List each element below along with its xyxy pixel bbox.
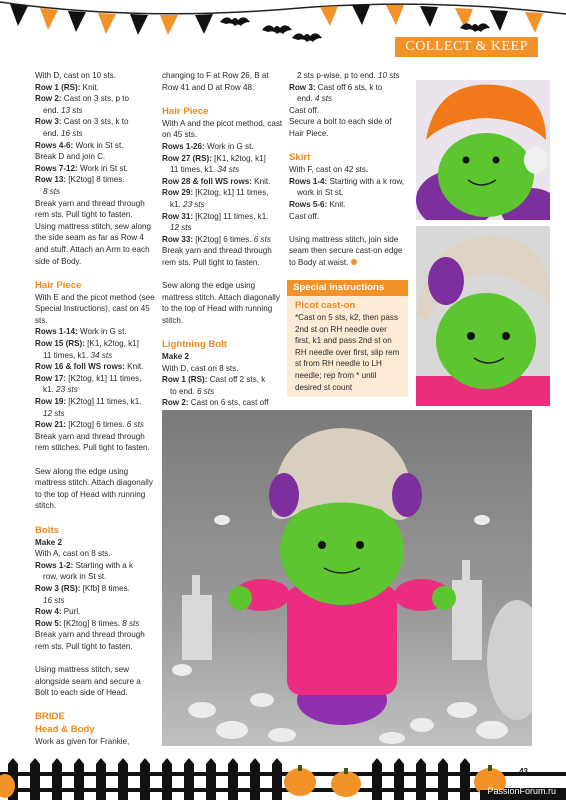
section-heading: Lightning Bolt — [162, 339, 228, 351]
text-paragraph: changing to F at Row 26, B at Row 41 and D at Row 48. — [162, 71, 269, 92]
stitch-count: 8 sts — [120, 618, 140, 628]
instruction-row — [35, 93, 155, 105]
row-label: Row 13: — [35, 175, 67, 185]
row-text: end. — [43, 128, 59, 138]
stitch-count: 23 sts — [180, 199, 205, 209]
row-label: Row 3: — [35, 117, 62, 127]
stitch-count: 6 sts — [124, 420, 144, 430]
instruction-row — [35, 606, 155, 618]
stitch-count: 16 sts — [43, 595, 65, 605]
make-count: Make 2 — [35, 537, 62, 547]
text-paragraph: Secure a bolt to each side of Hair Piece. — [289, 117, 392, 138]
row-text: Cast on 6 sts, cast off — [188, 398, 269, 408]
row-label: Row 1 (RS): — [162, 375, 208, 385]
row-label: Rows 1-26: — [162, 141, 205, 151]
row-text: [K2tog] 11 times, k1. — [193, 211, 269, 221]
instruction-row — [162, 374, 284, 386]
stitch-count: 6 sts — [251, 234, 271, 244]
row-text: Cast off 2 sts, k — [207, 375, 266, 385]
row-label: Rows 1-14: — [35, 327, 78, 337]
row-text: [K2tog] 8 times. — [61, 618, 121, 628]
stitch-count: 34 sts — [215, 165, 240, 175]
row-label: Row 29: — [162, 188, 194, 198]
row-label: Row 31: — [162, 211, 194, 221]
text-paragraph: Sew along the edge using mattress stitch. Attach diagonally to the top of Head with running stitch. — [35, 466, 153, 511]
row-text: Cast on 3 sts, p to — [61, 94, 130, 104]
instruction-row — [289, 70, 407, 82]
instruction-row — [35, 174, 155, 186]
instruction-row — [35, 361, 155, 373]
stitch-count: 8 sts — [43, 186, 61, 196]
row-text: Starting with a k row, — [327, 176, 405, 186]
row-label: Rows 5-6: — [289, 199, 328, 209]
row-text: [K1, k2tog, k1] — [84, 339, 139, 349]
instruction-row — [162, 234, 284, 246]
stitch-count: 10 sts — [375, 71, 400, 80]
section-subheading: Head & Body — [35, 724, 95, 736]
row-label: Row 2: — [35, 94, 62, 104]
text-line: With D, cast on 10 sts. — [35, 71, 116, 80]
instruction-row — [35, 116, 155, 128]
picot-instructions: *Cast on 5 sts, k2, then pass 2nd st on RH needle over first, k1 and pass 2nd st on RH needle over first, slip rem st from RH needle to LH needle; rep from * until desired st count — [287, 311, 408, 397]
row-text: Knit. — [80, 82, 99, 92]
text-paragraph — [289, 234, 407, 269]
text-line: Cast off. — [289, 211, 319, 221]
stitch-count: 6 sts — [194, 386, 215, 396]
row-text: end. — [297, 94, 313, 104]
text-paragraph: Break yarn and thread through rem stitches. Pull tight to fasten. — [35, 431, 150, 453]
instruction-row — [162, 176, 284, 188]
text-paragraph: Break yarn and thread through rem sts. Pull tight to fasten. — [35, 630, 145, 651]
row-text: [K2tog] 6 times. — [66, 420, 125, 430]
instruction-row — [35, 82, 155, 94]
text-paragraph: Using mattress stitch, sew alongside seam and secure a Bolt to each side of Head. — [35, 665, 141, 698]
row-text: Cast on 3 sts, k to — [61, 117, 129, 127]
row-text: [K2tog] 8 times. — [66, 175, 125, 185]
row-label: Row 15 (RS): — [35, 339, 85, 349]
instruction-row — [35, 595, 155, 607]
collect-keep-banner: COLLECT & KEEP — [395, 37, 538, 57]
instruction-row — [35, 384, 155, 396]
row-text: Starting with a k — [73, 560, 134, 570]
row-label: Rows 7-12: — [35, 163, 78, 173]
row-label: Row 27 (RS): — [162, 153, 212, 163]
stitch-count: 13 sts — [58, 105, 83, 115]
row-label: Row 4: — [35, 607, 62, 617]
row-text: end. — [43, 105, 59, 115]
row-text: Work in G st. — [77, 327, 127, 337]
row-text: 2 sts p-wise, p to end. — [297, 71, 376, 80]
section-heading: Bolts — [35, 524, 59, 536]
row-label: Row 17: — [35, 373, 67, 383]
page-number: 43 — [519, 767, 528, 776]
doll-closeup-photo-1 — [416, 80, 550, 220]
row-label: Row 33: — [162, 234, 194, 244]
text-line: Break D and join C. — [35, 152, 106, 162]
row-text: to end. — [170, 386, 195, 396]
row-label: Row 2: — [162, 398, 189, 408]
instruction-row — [162, 386, 284, 398]
text-paragraph: With A and the picot method, cast on 45 sts. — [162, 118, 283, 140]
row-label: Row 3: — [289, 82, 316, 92]
instruction-row — [35, 350, 155, 362]
instruction-row — [35, 105, 155, 117]
instruction-row — [35, 128, 155, 140]
instruction-row — [35, 408, 155, 420]
column-2 — [162, 70, 284, 409]
section-heading: Skirt — [289, 152, 311, 164]
row-text: 11 times, k1. — [43, 350, 89, 360]
instruction-row — [35, 560, 155, 572]
watermark-site: PassionForum.ru — [487, 786, 556, 796]
row-text: k1. — [170, 199, 181, 209]
instruction-row — [162, 164, 284, 176]
instruction-row — [162, 199, 284, 211]
make-count: Make 2 — [162, 352, 189, 362]
row-label: Row 3 (RS): — [35, 583, 81, 593]
column-1 — [35, 70, 155, 748]
text-line: Cast off. — [289, 105, 319, 115]
row-label: Row 28 & foll WS rows: — [162, 176, 252, 186]
instruction-row — [35, 618, 155, 630]
text-line: With D, cast on 8 sts. — [162, 363, 239, 373]
end-mark-icon — [351, 259, 357, 265]
row-label: Row 5: — [35, 618, 62, 628]
fence-footer-decoration — [0, 750, 566, 800]
row-text: [Kfb] 8 times. — [80, 583, 130, 593]
text-line: With A, cast on 8 sts. — [35, 549, 111, 559]
row-text: [K2tog] 11 times, k1. — [66, 397, 142, 407]
text-paragraph: Break yarn and thread through rem sts. Pull tight to fasten. — [162, 246, 272, 267]
section-heading: Hair Piece — [162, 105, 209, 117]
bride-doll-photo — [162, 410, 532, 746]
row-text: Work in St st. — [77, 163, 128, 173]
text-paragraph: Sew along the edge using mattress stitch. Attach diagonally to the top of Head with running stitch. — [162, 281, 280, 325]
row-text: k1. — [43, 385, 54, 395]
stitch-count: 34 sts — [88, 350, 113, 360]
instruction-row — [35, 396, 155, 408]
stitch-count: 23 sts — [53, 385, 78, 395]
row-text: Purl. — [61, 607, 81, 617]
row-text: Work in St st. — [73, 140, 124, 150]
special-instructions-tab: Special instructions — [287, 280, 408, 296]
text-line — [162, 351, 284, 363]
row-text: [K2tog, k1] 11 times, — [66, 373, 142, 383]
row-label: Rows 1-2: — [35, 560, 74, 570]
row-label: Rows 4-6: — [35, 140, 74, 150]
instruction-row — [35, 163, 155, 175]
stitch-count: 12 sts — [170, 223, 192, 233]
stitch-count: 12 sts — [43, 408, 65, 418]
stitch-count: 16 sts — [58, 128, 83, 138]
instruction-row — [162, 397, 284, 409]
row-label: Row 1 (RS): — [35, 82, 81, 92]
instruction-row — [289, 82, 407, 94]
row-text: Work in G st. — [204, 141, 254, 151]
row-text: Using mattress stitch, join side seam then secure cast-on edge to Body at waist. — [289, 234, 403, 267]
instruction-row — [162, 141, 284, 153]
row-label: Row 19: — [35, 397, 67, 407]
row-label: Row 21: — [35, 420, 67, 430]
text-paragraph: Break yarn and thread through rem sts. Pull tight to fasten. Using mattress stitch, sew along the side seam as far as Row 4 and stuff. Attach an Arm to each side of Body. — [35, 198, 152, 266]
row-label: Rows 1-4: — [289, 176, 328, 186]
instruction-row — [35, 326, 155, 338]
instruction-row — [289, 93, 407, 105]
text-line: work in St st. — [297, 188, 344, 198]
text-line: row, work in St st. — [43, 572, 107, 582]
instruction-row — [35, 373, 155, 385]
instruction-row — [162, 187, 284, 199]
special-instructions-box — [287, 280, 408, 397]
instruction-row — [162, 153, 284, 165]
instruction-row — [35, 583, 155, 595]
instruction-row — [35, 338, 155, 350]
row-text: Knit. — [124, 362, 144, 372]
row-text: Knit. — [327, 199, 346, 209]
row-text: Knit. — [251, 176, 271, 186]
instruction-row — [35, 186, 155, 198]
row-label: Row 16 & foll WS rows: — [35, 362, 125, 372]
row-text: [K2tog, k1] 11 times, — [193, 188, 269, 198]
text-paragraph: With E and the picot method (see Special Instructions), cast on 45 sts. — [35, 292, 155, 325]
text-line: With F, cast on 42 sts. — [289, 165, 369, 175]
row-text: [K1, k2tog, k1] — [211, 153, 266, 163]
instruction-row — [35, 140, 155, 152]
row-text: Cast off 6 sts, k to — [315, 82, 383, 92]
column-3 — [289, 70, 407, 269]
text-line — [35, 537, 155, 549]
text-line: Work as given for Frankie, — [35, 737, 130, 747]
instruction-row — [162, 222, 284, 234]
row-text: 11 times, k1. — [170, 165, 216, 175]
instruction-row — [162, 211, 284, 223]
picot-heading: Picot cast-on — [295, 300, 356, 311]
section-heading: BRIDE — [35, 711, 65, 723]
row-text: [K2tog] 6 times. — [193, 234, 252, 244]
instruction-row — [35, 419, 155, 431]
stitch-count: 4 sts — [312, 94, 333, 104]
instruction-row — [289, 199, 407, 211]
instruction-row — [289, 176, 407, 188]
doll-closeup-photo-2 — [416, 226, 550, 406]
section-heading: Hair Piece — [35, 279, 82, 291]
